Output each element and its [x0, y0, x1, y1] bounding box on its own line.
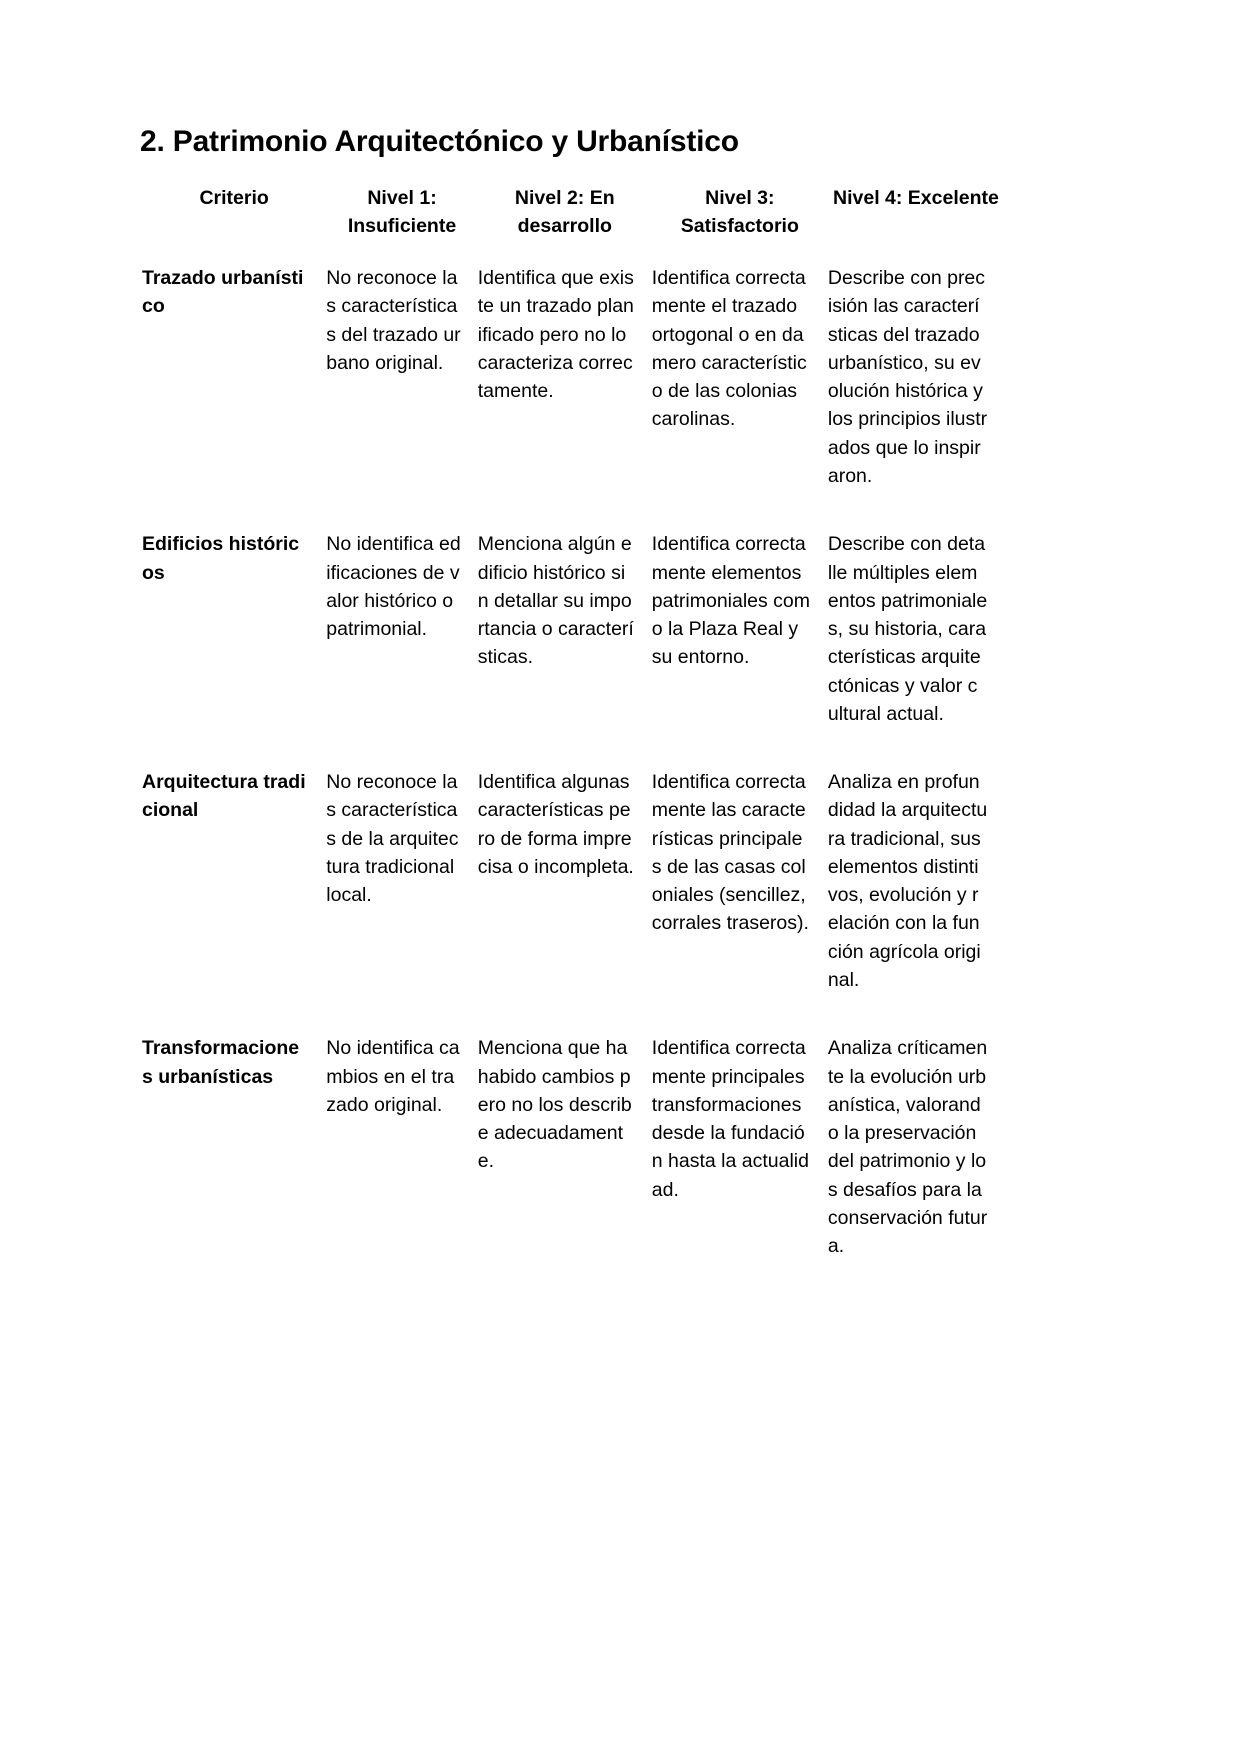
cell-nivel-2: Identifica algunas características pero de forma imprecisa o incompleta. [477, 771, 634, 878]
column-header-nivel-4: Nivel 4: Excelente [833, 186, 999, 209]
cell-nivel-2: Menciona algún edificio histórico sin detallar su importancia o características. [477, 533, 634, 669]
table-row [142, 246, 1004, 506]
table-body [142, 246, 1004, 1276]
table-header [142, 184, 1004, 247]
table-row [142, 506, 1004, 744]
cell-nivel-1: No reconoce las características del trazado urbano original. [326, 267, 461, 374]
row-criterio-label: Edificios históricos [142, 533, 300, 584]
page-title: 2. Patrimonio Arquitectónico y Urbanístico [140, 125, 739, 158]
cell-nivel-2: Menciona que ha habido cambios pero no los describe adecuadamente. [477, 1037, 632, 1173]
cell-nivel-3: Identifica correctamente principales transformaciones desde la fundación hasta la actualidad. [651, 1037, 809, 1201]
column-header-nivel-1: Nivel 1: Insuficiente [347, 186, 457, 237]
column-header-nivel-3: Nivel 3: Satisfactorio [680, 186, 799, 237]
cell-nivel-3: Identifica correctamente elementos patrimoniales como la Plaza Real y su entorno. [651, 533, 811, 669]
cell-nivel-1: No identifica cambios en el trazado original. [326, 1037, 460, 1116]
table-header-row [142, 184, 1004, 247]
column-header-nivel-2: Nivel 2: En desarrollo [514, 186, 615, 237]
cell-nivel-1: No identifica edificaciones de valor histórico o patrimonial. [326, 533, 461, 641]
table-row [142, 744, 1004, 1010]
cell-nivel-4: Analiza en profundidad la arquitectura tradicional, sus elementos distintivos, evolución y relación con la función agrícola original. [827, 771, 988, 991]
column-header-criterio: Criterio [199, 186, 269, 209]
cell-nivel-4: Describe con detalle múltiples elementos patrimoniales, su historia, características arquitectónicas y valor cultural actual. [827, 533, 988, 725]
row-criterio-label: Transformaciones urbanísticas [142, 1037, 300, 1088]
cell-nivel-3: Identifica correctamente el trazado ortogonal o en damero característico de las colonias carolinas. [651, 267, 807, 431]
rubric-table [142, 184, 1004, 1277]
cell-nivel-3: Identifica correctamente las características principales de las casas coloniales (sencillez, corrales traseros). [651, 771, 809, 935]
cell-nivel-1: No reconoce las características de la arquitectura tradicional local. [326, 771, 459, 907]
cell-nivel-4: Describe con precisión las características del trazado urbanístico, su evolución histórica y los principios ilustrados que lo inspiraron. [827, 267, 988, 487]
row-criterio-label: Trazado urbanístico [142, 267, 304, 318]
cell-nivel-4: Analiza críticamente la evolución urbanística, valorando la preservación del patrimonio y los desafíos para la conservación futura. [827, 1037, 988, 1258]
row-criterio-label: Arquitectura tradicional [142, 771, 306, 822]
cell-nivel-2: Identifica que existe un trazado planificado pero no lo caracteriza correctamente. [477, 267, 634, 403]
table-row [142, 1010, 1004, 1276]
